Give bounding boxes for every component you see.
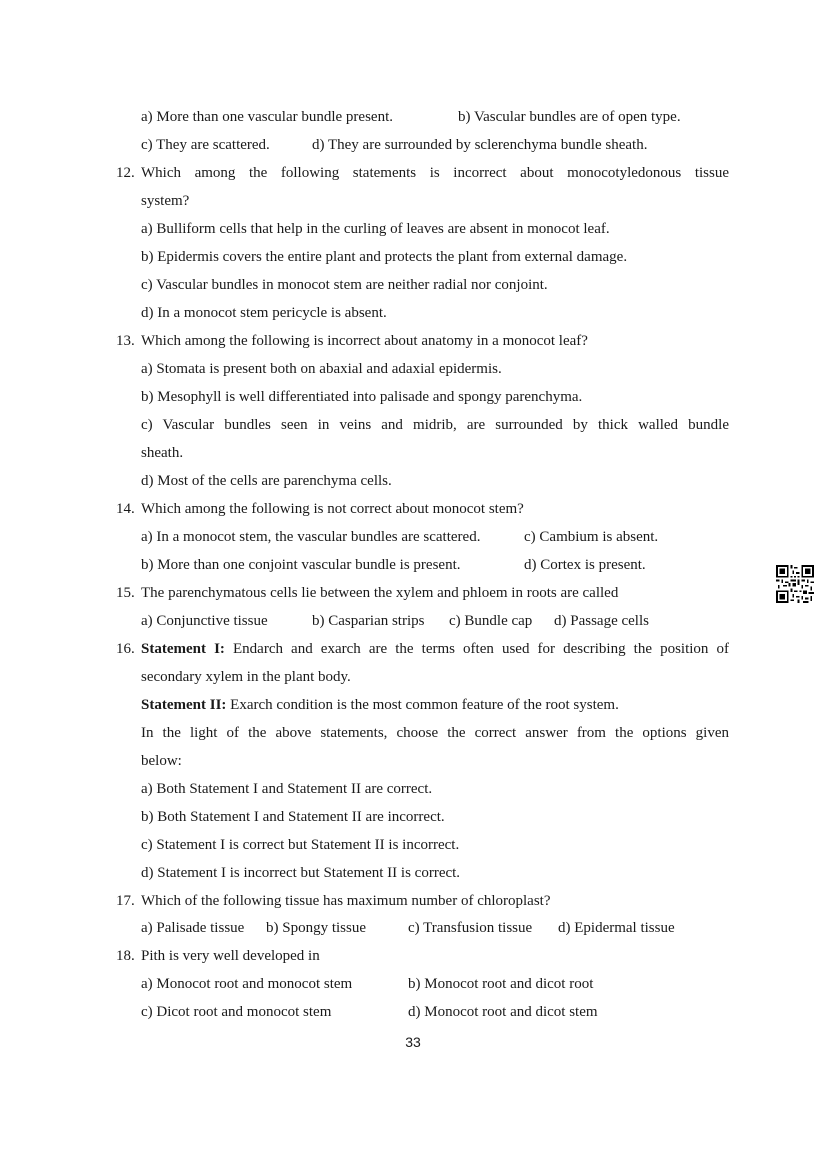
page-number: 33 [405,1034,421,1050]
q17-option-a: a) Palisade tissue [141,920,245,936]
q12-text-line2: system? [141,193,190,209]
q17-text: Which of the following tissue has maximum number of chloroplast? [141,893,551,909]
q14-text: Which among the following is not correct about monocot stem? [141,501,524,517]
q18-option-b: b) Monocot root and dicot root [408,976,594,992]
q14-option-a: a) In a monocot stem, the vascular bundles are scattered. [141,529,481,545]
q18-option-c: c) Dicot root and monocot stem [141,1004,332,1020]
q18-option-d: d) Monocot root and dicot stem [408,1004,598,1020]
q13-option-d: d) Most of the cells are parenchyma cells. [141,473,392,489]
q15-option-d: d) Passage cells [554,613,649,629]
q11-option-b: b) Vascular bundles are of open type. [458,109,681,125]
q15-number: 15. [116,585,135,601]
q16-statement2-label: Statement II: [141,697,227,713]
q18-text: Pith is very well developed in [141,948,320,964]
q16-number: 16. [116,641,135,657]
q16-option-d: d) Statement I is incorrect but Statement II is correct. [141,865,461,881]
q17-option-b: b) Spongy tissue [266,920,367,936]
q13-option-c-line2: sheath. [141,445,184,461]
q16-statement2-text: Exarch condition is the most common feature of the root system. [230,697,619,713]
q12-option-a: a) Bulliform cells that help in the curling of leaves are absent in monocot leaf. [141,221,610,237]
q16-option-b: b) Both Statement I and Statement II are incorrect. [141,809,445,825]
q16-option-a: a) Both Statement I and Statement II are correct. [141,781,433,797]
q13-number: 13. [116,333,135,349]
q12-option-d: d) In a monocot stem pericycle is absent. [141,305,387,321]
q17-option-c: c) Transfusion tissue [408,920,533,936]
q11-option-d: d) They are surrounded by sclerenchyma bundle sheath. [312,137,648,153]
q14-option-c: c) Cambium is absent. [524,529,659,545]
q16-statement1-line1 [141,639,729,659]
q16-instruction-line2: below: [141,753,182,769]
qr-code-icon[interactable] [776,565,814,603]
q16-statement1-label: Statement I: [141,641,225,657]
q12-option-c: c) Vascular bundles in monocot stem are neither radial nor conjoint. [141,277,548,293]
q16-option-c: c) Statement I is correct but Statement II is incorrect. [141,837,460,853]
q17-number: 17. [116,893,135,909]
q14-option-d: d) Cortex is present. [524,557,646,573]
q15-option-c: c) Bundle cap [449,613,533,629]
q12-text-line1: Which among the following statements is incorrect about monocotyledonous tissue [141,165,729,181]
q13-option-a: a) Stomata is present both on abaxial and adaxial epidermis. [141,361,502,377]
q16-statement2 [141,695,619,715]
q14-number: 14. [116,501,135,517]
q13-option-b: b) Mesophyll is well differentiated into palisade and spongy parenchyma. [141,389,583,405]
q17-option-d: d) Epidermal tissue [558,920,675,936]
q16-statement1-text: Endarch and exarch are the terms often used for describing the position of [233,641,729,657]
q12-number: 12. [116,165,135,181]
q11-option-c: c) They are scattered. [141,137,270,153]
q18-option-a: a) Monocot root and monocot stem [141,976,353,992]
q15-option-b: b) Casparian strips [312,613,425,629]
q13-option-c-line1: c) Vascular bundles seen in veins and midrib, are surrounded by thick walled bundle [141,417,729,433]
q12-option-b: b) Epidermis covers the entire plant and protects the plant from external damage. [141,249,628,265]
q13-text: Which among the following is incorrect about anatomy in a monocot leaf? [141,333,588,349]
q15-text: The parenchymatous cells lie between the xylem and phloem in roots are called [141,585,619,601]
q15-option-a: a) Conjunctive tissue [141,613,268,629]
q16-instruction-line1: In the light of the above statements, choose the correct answer from the options given [141,725,729,741]
q16-statement1-line2: secondary xylem in the plant body. [141,669,351,685]
q18-number: 18. [116,948,135,964]
q14-option-b: b) More than one conjoint vascular bundle is present. [141,557,461,573]
q11-option-a: a) More than one vascular bundle present. [141,109,393,125]
